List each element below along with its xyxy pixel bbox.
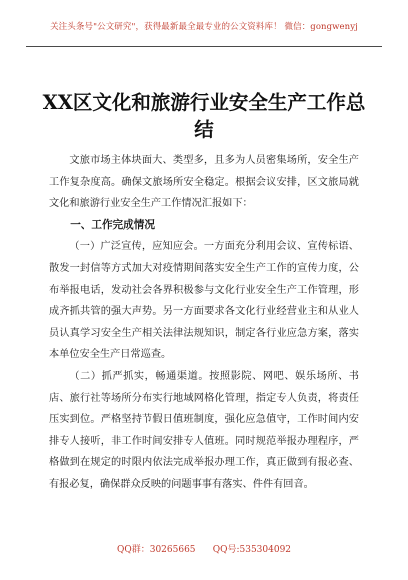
header-banner: 关注头条号"公文研究"，获得最新最全最专业的公文资料库！ 微信：gongwenyj — [50, 22, 358, 32]
header-divider — [26, 46, 382, 47]
intro-paragraph: 文旅市场主体块面大、类型多，且多为人员密集场所，安全生产工作复杂度高。确保文旅场所安全稳定。根据会议安排，区文旅局就文化和旅游行业安全生产工作情况汇报如下： — [49, 155, 359, 210]
document-title: XX区文化和旅游行业安全生产工作总结 — [42, 91, 366, 142]
document-body — [49, 150, 359, 496]
paragraph-channels: （二）抓严抓实，畅通渠道。按照影院、网吧、娱乐场所、书店、旅行社等场所分布实行地域网格化管理，指定专人负责，将责任压实到位。严格坚持节假日值班制度，强化应急值守，工作时间内安排专人接听，非工作时间安排专人值班。同时规范举报办理程序，严格做到在规定的时限内依法完成举报办理工作，真正做到有报必查、有报必复，确保群众反映的问题事事有落实、件件有回音。 — [49, 370, 359, 490]
footer-contact: QQ群：30265665 QQ号:535304092 — [116, 545, 292, 555]
section-heading: 一、工作完成情况 — [70, 218, 155, 231]
paragraph-publicity: （一）广泛宣传，应知应会。一方面充分利用会议、宣传标语、散发一封信等方式加大对疫情期间落实安全生产工作的宣传力度，公布举报电话，发动社会各界积极参与文化行业安全生产工作管理，形成齐抓共管的强大声势。另一方面要求各文化行业经营业主和从业人员认真学习安全生产相关法律法规知识，制定各行业应急方案，落实本单位安全生产日常巡查。 — [49, 241, 359, 361]
